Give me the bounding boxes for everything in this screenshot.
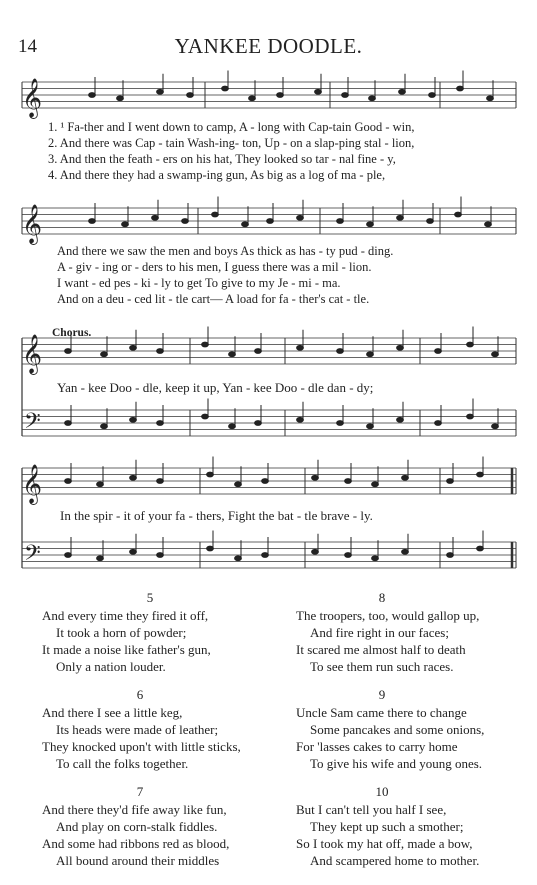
note-head: [152, 215, 159, 220]
note-head: [367, 222, 374, 227]
chorus-lyric-2: In the spir - it of your fa - thers, Fight the bat - tle brave - ly.: [60, 508, 373, 523]
note-head: [202, 414, 209, 419]
note-head: [447, 553, 454, 558]
note-head: [235, 482, 242, 487]
note-head: [337, 421, 344, 426]
note-head: [402, 475, 409, 480]
verse-line: And play on corn-stalk fiddles.: [56, 819, 218, 834]
note-head: [222, 86, 229, 91]
note-head: [212, 212, 219, 217]
note-head: [89, 219, 96, 224]
note-head: [130, 475, 137, 480]
note-head: [372, 482, 379, 487]
song-title: YANKEE DOODLE.: [174, 34, 363, 58]
verse-line: Only a nation louder.: [56, 659, 166, 674]
verse-line: The troopers, too, would gallop up,: [296, 608, 480, 623]
verse-number: 6: [136, 687, 144, 702]
page-number: 14: [18, 36, 37, 57]
note-head: [477, 546, 484, 551]
note-head: [345, 553, 352, 558]
note-head: [157, 421, 164, 426]
note-head: [297, 345, 304, 350]
note-head: [207, 546, 214, 551]
note-head: [229, 424, 236, 429]
note-head: [130, 549, 137, 554]
verse-line: It made a noise like father's gun,: [42, 642, 211, 657]
note-head: [485, 222, 492, 227]
note-head: [262, 553, 269, 558]
verse-line: Its heads were made of leather;: [56, 722, 219, 737]
note-head: [255, 349, 262, 354]
note-head: [337, 349, 344, 354]
note-head: [345, 479, 352, 484]
note-head: [65, 421, 72, 426]
lyric-line-s1-4: 4. And there they had a swamp-ing gun, As big as a log of ma - ple,: [48, 168, 386, 182]
verse-line: It took a horn of powder;: [56, 625, 187, 640]
verse-line: And there I see a little keg,: [42, 705, 183, 720]
clef-icon: 𝄞: [22, 204, 43, 244]
verse-number: 5: [146, 590, 154, 605]
note-head: [249, 96, 256, 101]
verse-number: 10: [375, 784, 389, 799]
note-head: [130, 345, 137, 350]
note-head: [277, 93, 284, 98]
clef-icon: 𝄢: [24, 541, 41, 571]
note-head: [372, 556, 379, 561]
chorus-lyric-1: Yan - kee Doo - dle, keep it up, Yan - kee Doo - dle dan - dy;: [57, 380, 374, 395]
note-head: [297, 417, 304, 422]
note-head: [65, 479, 72, 484]
note-head: [65, 349, 72, 354]
note-head: [89, 93, 96, 98]
note-head: [402, 549, 409, 554]
clef-icon: 𝄞: [22, 464, 43, 504]
note-head: [187, 93, 194, 98]
note-head: [429, 93, 436, 98]
note-head: [457, 86, 464, 91]
note-head: [117, 96, 124, 101]
note-head: [455, 212, 462, 217]
note-head: [467, 342, 474, 347]
note-head: [435, 421, 442, 426]
note-head: [342, 93, 349, 98]
note-head: [492, 352, 499, 357]
verse-line: And there they'd fife away like fun,: [42, 802, 227, 817]
verse-line: But I can't tell you half I see,: [296, 802, 447, 817]
verse-line: Some pancakes and some onions,: [310, 722, 485, 737]
verse-line: To see them run such races.: [310, 659, 454, 674]
note-head: [369, 96, 376, 101]
note-head: [202, 342, 209, 347]
note-head: [97, 556, 104, 561]
verse-line: All bound around their middles: [56, 853, 220, 868]
note-head: [255, 421, 262, 426]
note-head: [235, 556, 242, 561]
note-head: [157, 553, 164, 558]
verse-line: They kept up such a smother;: [310, 819, 464, 834]
verse-number: 9: [378, 687, 386, 702]
verse-line: It scared me almost half to death: [296, 642, 466, 657]
verse-line: They knocked upon't with little sticks,: [42, 739, 241, 754]
verse-line: To give his wife and young ones.: [310, 756, 483, 771]
note-head: [122, 222, 129, 227]
verse-line: And some had ribbons red as blood,: [42, 836, 230, 851]
note-head: [337, 219, 344, 224]
note-head: [397, 345, 404, 350]
note-head: [229, 352, 236, 357]
verse-line: So I took my hat off, made a bow,: [296, 836, 473, 851]
verse-line: To call the folks together.: [56, 756, 189, 771]
note-head: [427, 219, 434, 224]
note-head: [157, 479, 164, 484]
note-head: [130, 417, 137, 422]
note-head: [101, 352, 108, 357]
note-head: [157, 89, 164, 94]
note-head: [312, 475, 319, 480]
note-head: [487, 96, 494, 101]
lyric-line-s2-2: A - giv - ing or - ders to his men, I guess there was a mil - lion.: [57, 260, 372, 274]
note-head: [65, 553, 72, 558]
verse-line: Uncle Sam came there to change: [296, 705, 467, 720]
note-head: [267, 219, 274, 224]
note-head: [399, 89, 406, 94]
note-head: [477, 472, 484, 477]
note-head: [97, 482, 104, 487]
verse-line: For 'lasses cakes to carry home: [296, 739, 458, 754]
clef-icon: 𝄞: [22, 334, 43, 374]
note-head: [315, 89, 322, 94]
lyric-line-s1-2: 2. And there was Cap - tain Wash-ing- ton, Up - on a slap-ping stal - lion,: [48, 136, 415, 150]
chorus-label: Chorus.: [52, 327, 92, 339]
note-head: [397, 215, 404, 220]
lyric-line-s1-1: 1. ¹ Fa-ther and I went down to camp, A - long with Cap-tain Good - win,: [48, 120, 415, 134]
clef-icon: 𝄢: [24, 409, 41, 439]
note-head: [467, 414, 474, 419]
verse-line: And scampered home to mother.: [310, 853, 480, 868]
note-head: [242, 222, 249, 227]
lyric-line-s2-1: And there we saw the men and boys As thick as has - ty pud - ding.: [57, 244, 394, 258]
verse-number: 8: [378, 590, 386, 605]
lyric-line-s2-3: I want - ed pes - ki - ly to get To give to my Je - mi - ma.: [57, 276, 341, 290]
verse-line: And every time they fired it off,: [42, 608, 209, 623]
note-head: [182, 219, 189, 224]
note-head: [262, 479, 269, 484]
note-head: [492, 424, 499, 429]
note-head: [297, 215, 304, 220]
lyric-line-s2-4: And on a deu - ced lit - tle cart— A load for fa - ther's cat - tle.: [57, 292, 370, 306]
note-head: [367, 352, 374, 357]
verse-line: And fire right in our faces;: [310, 625, 449, 640]
note-head: [447, 479, 454, 484]
lyric-line-s1-3: 3. And then the feath - ers on his hat, They looked so tar - nal fine - y,: [48, 152, 396, 166]
note-head: [367, 424, 374, 429]
note-head: [157, 349, 164, 354]
note-head: [101, 424, 108, 429]
note-head: [312, 549, 319, 554]
clef-icon: 𝄞: [22, 78, 43, 118]
verse-number: 7: [136, 784, 144, 799]
note-head: [207, 472, 214, 477]
note-head: [435, 349, 442, 354]
note-head: [397, 417, 404, 422]
